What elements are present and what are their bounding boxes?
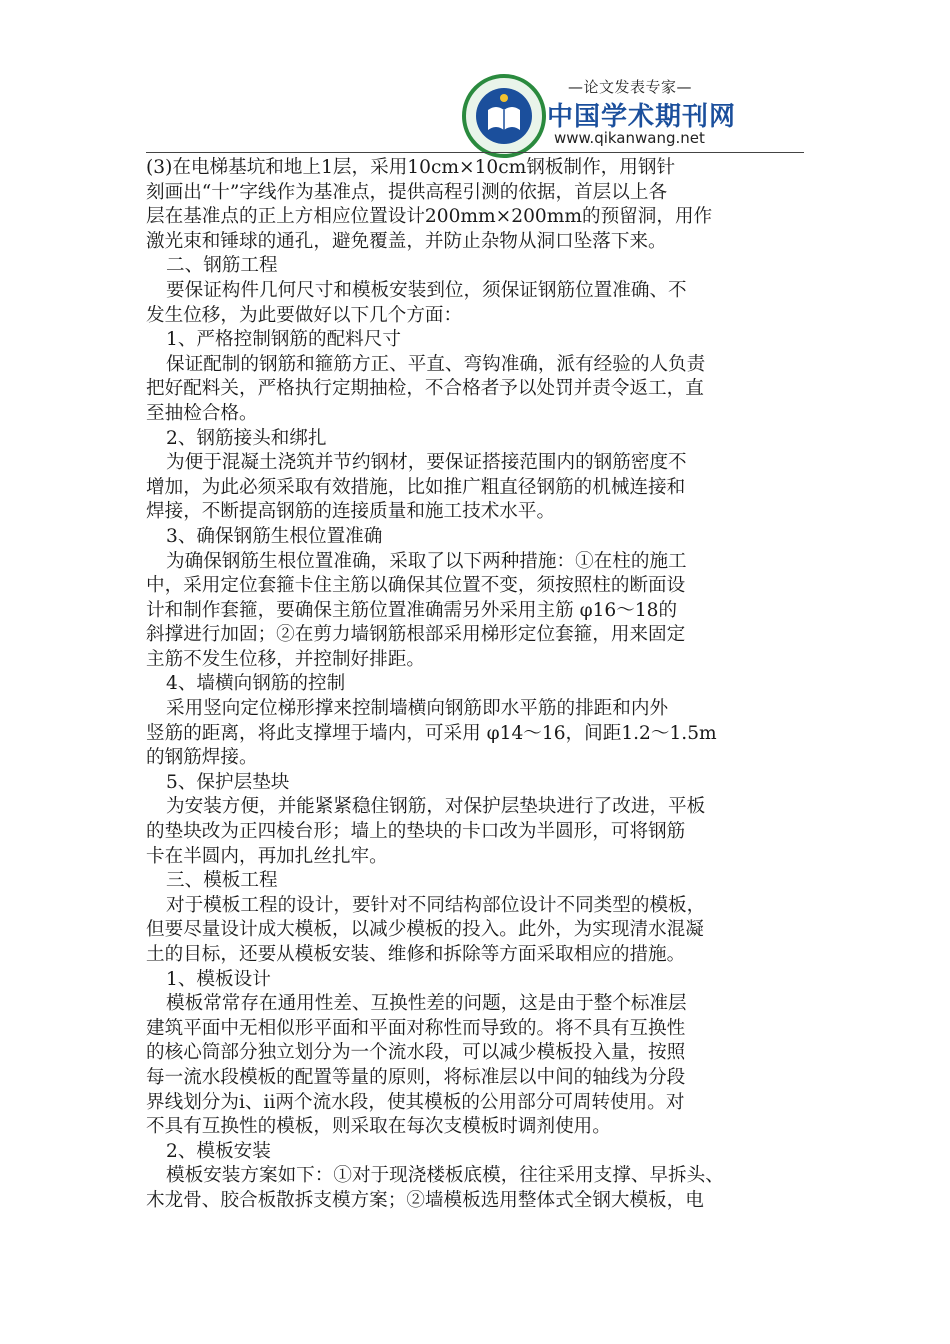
text-line: 刻画出“十”字线作为基准点，提供高程引测的依据，首层以上各 — [146, 181, 668, 203]
text-line: 模板安装方案如下：①对于现浇楼板底模，往往采用支撑、早拆头、 — [166, 1165, 724, 1187]
text-line: 竖筋的距离，将此支撑埋于墙内，可采用 φ14～16，间距1.2～1.5m — [146, 722, 717, 744]
text-line: 为便于混凝土浇筑并节约钢材，要保证搭接范围内的钢筋密度不 — [166, 452, 687, 474]
section-heading: 三、模板工程 — [166, 870, 278, 892]
text-line: 为安装方便，并能紧紧稳住钢筋，对保护层垫块进行了改进，平板 — [166, 796, 706, 818]
text-line: 发生位移，为此要做好以下几个方面： — [146, 304, 463, 326]
text-line: 模板常常存在通用性差、互换性差的问题，这是由于整个标准层 — [166, 993, 687, 1015]
logo-site-name: 中国学术期刊网 — [547, 102, 737, 132]
text-line: 焊接，不断提高钢筋的连接质量和施工技术水平。 — [146, 501, 556, 523]
qikanwang-logo-icon — [462, 74, 546, 158]
subsection-heading: 2、钢筋接头和绑扎 — [166, 427, 327, 449]
logo-tagline: —论文发表专家— — [568, 78, 693, 96]
text-line: 不具有互换性的模板，则采取在每次支模板时调剂使用。 — [146, 1116, 611, 1138]
text-line: 激光束和锤球的通孔，避免覆盖，并防止杂物从洞口坠落下来。 — [146, 230, 667, 252]
text-line: 要保证构件几何尺寸和模板安装到位，须保证钢筋位置准确、不 — [166, 279, 687, 301]
text-line: 把好配料关，严格执行定期抽检，不合格者予以处罚并责令返工，直 — [146, 378, 704, 400]
text-line: 卡在半圆内，再加扎丝扎牢。 — [146, 845, 388, 867]
text-line: 主筋不发生位移，并控制好排距。 — [146, 648, 425, 670]
text-line: 斜撑进行加固；②在剪力墙钢筋根部采用梯形定位套箍，用来固定 — [146, 624, 686, 646]
text-line: (3)在电梯基坑和地上1层，采用10cm×10cm钢板制作，用钢针 — [146, 157, 676, 178]
site-header — [0, 0, 950, 152]
text-line: 每一流水段模板的配置等量的原则，将标准层以中间的轴线为分段 — [146, 1066, 686, 1088]
section-heading: 二、钢筋工程 — [166, 255, 278, 277]
text-line: 的钢筋焊接。 — [146, 747, 258, 769]
text-line: 保证配制的钢筋和箍筋方正、平直、弯钩准确，派有经验的人负责 — [166, 353, 706, 375]
text-line: 采用竖向定位梯形撑来控制墙横向钢筋即水平筋的排距和内外 — [166, 698, 669, 720]
subsection-heading: 5、保护层垫块 — [166, 771, 290, 793]
text-line: 的核心筒部分独立划分为一个流水段，可以减少模板投入量，按照 — [146, 1042, 686, 1064]
logo-url: www.qikanwang.net — [554, 129, 705, 147]
text-line: 增加，为此必须采取有效措施，比如推广粗直径钢筋的机械连接和 — [146, 476, 686, 498]
text-line: 建筑平面中无相似形平面和平面对称性而导致的。将不具有互换性 — [146, 1017, 686, 1039]
subsection-heading: 1、严格控制钢筋的配料尺寸 — [166, 329, 401, 351]
text-line: 的垫块改为正四棱台形；墙上的垫块的卡口改为半圆形，可将钢筋 — [146, 821, 686, 843]
text-line: 界线划分为ⅰ、ⅱ两个流水段，使其模板的公用部分可周转使用。对 — [146, 1091, 685, 1113]
subsection-heading: 4、墙横向钢筋的控制 — [166, 673, 346, 695]
subsection-heading: 1、模板设计 — [166, 968, 271, 990]
text-line: 为确保钢筋生根位置准确，采取了以下两种措施：①在柱的施工 — [166, 550, 687, 572]
text-line: 木龙骨、胶合板散拆支模方案；②墙模板选用整体式全钢大模板，电 — [146, 1189, 704, 1211]
header-divider — [146, 152, 804, 153]
text-line: 层在基准点的正上方相应位置设计200mm×200mm的预留洞，用作 — [146, 206, 713, 228]
article-body — [146, 156, 806, 1214]
text-line: 土的目标，还要从模板安装、维修和拆除等方面采取相应的措施。 — [146, 944, 686, 965]
text-line: 中，采用定位套箍卡住主筋以确保其位置不变，须按照柱的断面设 — [146, 575, 686, 597]
text-line: 计和制作套箍，要确保主筋位置准确需另外采用主筋 φ16～18的 — [146, 599, 678, 621]
subsection-heading: 3、确保钢筋生根位置准确 — [166, 525, 383, 547]
subsection-heading: 2、模板安装 — [166, 1140, 271, 1162]
text-line: 对于模板工程的设计，要针对不同结构部位设计不同类型的模板， — [166, 894, 706, 916]
text-line: 但要尽量设计成大模板，以减少模板的投入。此外，为实现清水混凝 — [146, 919, 704, 941]
text-line: 至抽检合格。 — [146, 402, 258, 424]
